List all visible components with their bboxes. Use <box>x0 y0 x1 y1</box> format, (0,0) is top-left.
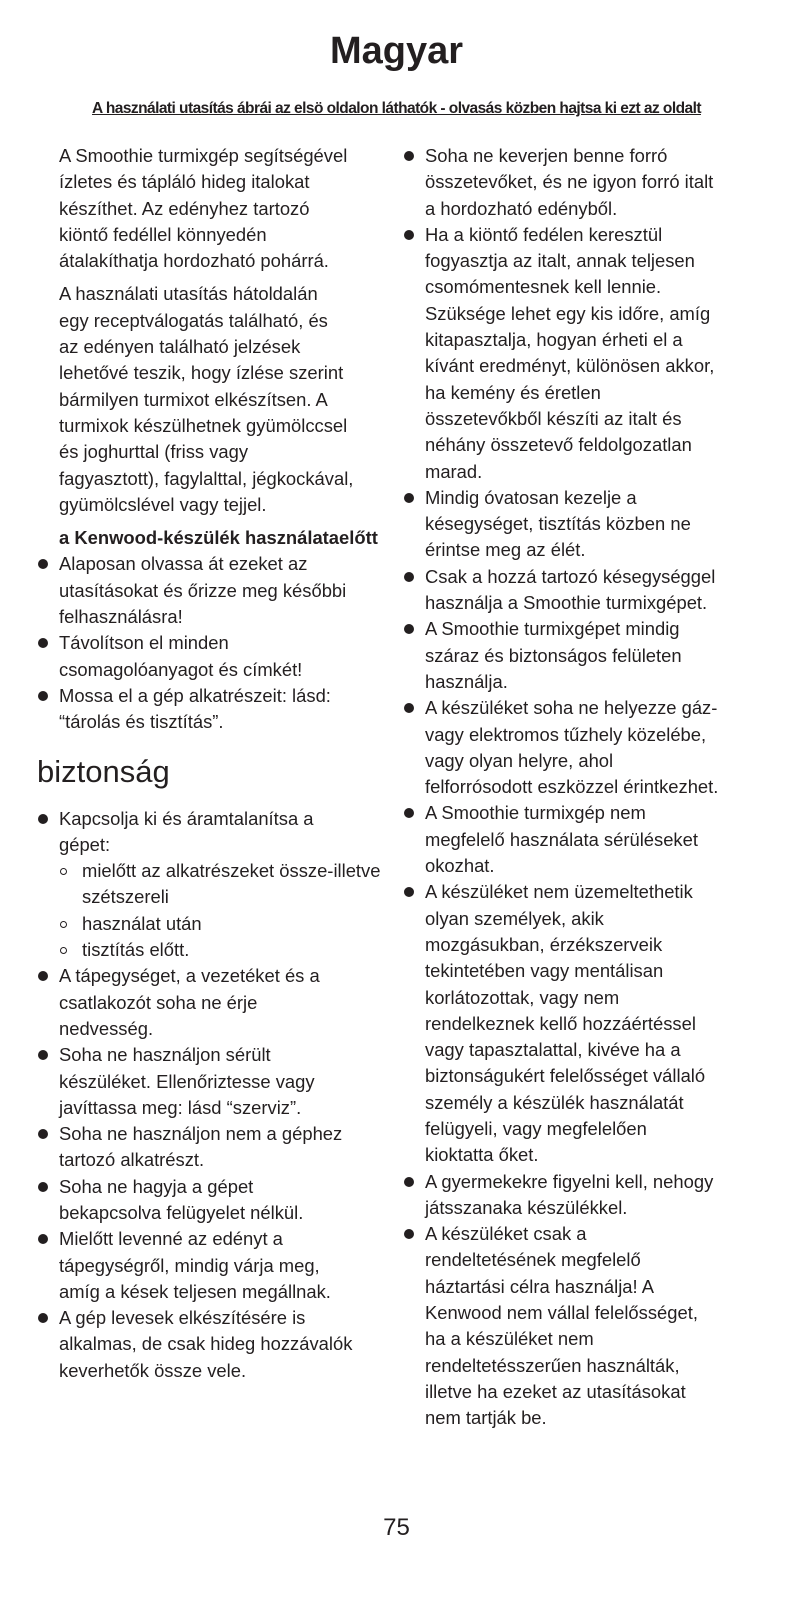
text-line: csatlakozót soha ne érje <box>59 991 258 1013</box>
text-line: Alaposan olvassa át ezeket az <box>59 553 308 575</box>
text-line: tekintetében vagy mentálisan <box>425 960 664 982</box>
text-line: illetve szétszereli <box>82 860 381 908</box>
text-line: mozgásukban, érzékszerveik <box>425 933 663 955</box>
text-line: készíthet. Az edényhez tartozó <box>59 197 310 219</box>
text-line: A készüléket nem üzemeltethetik <box>425 881 693 903</box>
bullet-icon <box>404 808 414 818</box>
safety-item <box>37 806 387 859</box>
intro-section <box>37 143 387 518</box>
text-line: Mindig óvatosan kezelje a <box>425 486 637 508</box>
text-line: Soha ne keverjen benne forró <box>425 145 668 166</box>
text-line: játsszanaka készülékkel. <box>425 1196 628 1218</box>
text-line: rendelkeznek kellő hozzáértéssel <box>425 1012 696 1034</box>
bullet-icon <box>38 638 48 648</box>
text-line: Soha ne használjon nem a géphez <box>59 1123 343 1145</box>
safety-item <box>37 1174 387 1227</box>
text-line: csomómentesnek kell lennie. <box>425 276 662 298</box>
text-line: amíg a kések teljesen megállnak. <box>59 1280 331 1302</box>
text-line: használja. <box>425 670 508 692</box>
before-use-item <box>37 630 387 683</box>
text-line: ha a készüléket nem <box>425 1328 594 1350</box>
text-line: érintse meg az élét. <box>425 539 586 561</box>
bullet-icon <box>38 691 48 701</box>
bullet-icon <box>38 1182 48 1192</box>
text-line: A gép levesek elkészítésére is <box>59 1307 306 1329</box>
text-line: mielőtt az alkatrészeket össze- <box>82 860 334 882</box>
text-line: biztonságukért felelősséget vállaló <box>425 1065 706 1087</box>
page-number: 75 <box>383 1514 410 1541</box>
text-line: fogyasztja az italt, annak teljesen <box>425 250 695 272</box>
text-line: A készüléket csak a <box>425 1223 587 1245</box>
right-column <box>403 143 763 1432</box>
text-line: nem tartják be. <box>425 1407 547 1429</box>
safety-list <box>37 806 387 1385</box>
text-line: ízletes és tápláló hideg italokat <box>59 171 310 193</box>
text-line: kitapasztalja, hogyan érheti el a <box>425 329 683 351</box>
text-line: rendeltetésszerűen használták, <box>425 1354 680 1376</box>
text-line: A Smoothie turmixgép segítségével <box>59 145 348 166</box>
text-line: a hordozható edényből. <box>425 197 618 219</box>
text-line: Mossa el a gép alkatrészeit: lásd: <box>59 684 331 706</box>
page-title: Magyar <box>329 30 464 72</box>
text-line: nedvesség. <box>59 1017 154 1039</box>
text-line: A gyermekekre figyelni kell, nehogy <box>425 1170 714 1192</box>
text-line: összetevőkből készíti az italt és <box>425 407 682 429</box>
text-line: vagy tapasztalattal, kivéve ha a <box>425 1039 681 1061</box>
text-line: bármilyen turmixot elkészítsen. A <box>59 388 328 410</box>
text-line: Kenwood nem vállal felelősséget, <box>425 1302 698 1324</box>
text-line: “tárolás és tisztítás”. <box>59 711 224 733</box>
intro-paragraph <box>59 143 387 274</box>
bullet-icon <box>38 1129 48 1139</box>
safety-item <box>37 1226 387 1305</box>
bullet-icon <box>38 1313 48 1323</box>
text-line: A tápegységet, a vezetéket és a <box>59 965 320 987</box>
text-line: tápegységről, mindig várja meg, <box>59 1254 320 1276</box>
safety-item <box>403 1221 763 1431</box>
text-line: Kapcsolja ki és áramtalanítsa a <box>59 807 314 829</box>
text-line: felhasználásra! <box>59 606 183 628</box>
intro-paragraph <box>59 281 387 518</box>
text-line: kiöntő fedéllel könnyedén <box>59 223 267 245</box>
text-line: utasításokat és őrizze meg későbbi <box>59 579 347 601</box>
text-line: Mielőtt levenné az edényt a <box>59 1228 283 1250</box>
fold-out-notice: A használati utasítás ábrái az elsö oldalon láthatók - olvasás közben hajtsa ki ezt az oldalt <box>92 100 701 117</box>
safety-item <box>403 800 763 879</box>
sub-list-item <box>37 911 387 937</box>
safety-item <box>403 1169 763 1222</box>
before-use-list <box>37 551 387 735</box>
safety-item <box>403 485 763 564</box>
text-line: ha kemény és éretlen <box>425 381 601 403</box>
text-line: átalakíthatja hordozható pohárrá. <box>59 250 329 272</box>
bullet-icon <box>38 559 48 569</box>
bullet-icon <box>404 230 414 240</box>
hollow-bullet-icon <box>60 868 67 875</box>
text-line: megfelelő használata sérüléseket <box>425 828 698 850</box>
text-line: tartozó alkatrészt. <box>59 1149 205 1171</box>
text-line: tisztítás előtt. <box>82 939 190 961</box>
bullet-icon <box>404 703 414 713</box>
text-line: összetevőket, és ne igyon forró italt <box>425 171 714 193</box>
text-line: a Kenwood-készülék használata <box>59 527 340 549</box>
text-line: száraz és biztonságos felületen <box>425 644 682 666</box>
text-line: kívánt eredményt, különösen akkor, <box>425 355 715 377</box>
safety-item <box>403 695 763 800</box>
text-line: turmixok készülhetnek gyümölccsel <box>59 414 348 436</box>
bullet-icon <box>404 572 414 582</box>
text-line: Soha ne használjon sérült <box>59 1044 271 1066</box>
text-line: egy receptválogatás található, és <box>59 309 328 331</box>
before-use-item <box>37 551 387 630</box>
safety-item <box>37 1305 387 1384</box>
bullet-icon <box>404 151 414 161</box>
left-column <box>37 143 387 1384</box>
text-line: néhány összetevő feldolgozatlan <box>425 434 692 456</box>
safety-item <box>403 222 763 485</box>
bullet-icon <box>404 624 414 634</box>
text-line: kioktatta őket. <box>425 1144 539 1166</box>
text-line: vagy elektromos tűzhely közelébe, <box>425 723 707 745</box>
bullet-icon <box>38 1050 48 1060</box>
hollow-bullet-icon <box>60 947 67 954</box>
hollow-bullet-icon <box>60 921 67 928</box>
sub-list-item <box>37 937 387 963</box>
text-line: bekapcsolva felügyelet nélkül. <box>59 1201 304 1223</box>
text-line: és joghurttal (friss vagy <box>59 441 249 463</box>
bullet-icon <box>38 1234 48 1244</box>
text-line: fagyasztott), fagylalttal, jégkockával, <box>59 467 354 489</box>
safety-list-continued <box>403 143 763 1432</box>
text-line: gyümölcslével vagy tejjel. <box>59 493 267 515</box>
text-line: használja a Smoothie turmixgépet. <box>425 592 708 614</box>
bullet-icon <box>404 887 414 897</box>
text-line: javíttassa meg: lásd “szerviz”. <box>59 1096 302 1118</box>
safety-heading: biztonság <box>37 753 170 789</box>
bullet-icon <box>38 814 48 824</box>
text-line: Távolítson el minden <box>59 632 229 654</box>
before-use-heading <box>59 525 387 551</box>
text-line: felügyeli, vagy megfelelően <box>425 1117 647 1139</box>
text-line: Szüksége lehet egy kis időre, amíg <box>425 302 711 324</box>
safety-item <box>37 1121 387 1174</box>
safety-item <box>403 879 763 1168</box>
text-line: alkalmas, de csak hideg hozzávalók <box>59 1333 353 1355</box>
bullet-icon <box>38 971 48 981</box>
text-line: vagy olyan helyre, ahol <box>425 749 614 771</box>
text-line: lehetővé teszik, hogy ízlése szerint <box>59 362 344 384</box>
text-line: A használati utasítás hátoldalán <box>59 283 318 305</box>
bullet-icon <box>404 1177 414 1187</box>
safety-item <box>403 616 763 695</box>
text-line: késegységet, tisztítás közben ne <box>425 513 691 535</box>
text-line: készüléket. Ellenőriztesse vagy <box>59 1070 315 1092</box>
text-line: háztartási célra használja! A <box>425 1275 654 1297</box>
text-line: rendeltetésének megfelelő <box>425 1249 641 1271</box>
text-line: keverhetők össze vele. <box>59 1359 247 1381</box>
text-line: Soha ne hagyja a gépet <box>59 1175 254 1197</box>
sub-list-item <box>37 858 387 911</box>
text-line: az edényen található jelzések <box>59 336 301 358</box>
text-line: okozhat. <box>425 855 495 877</box>
text-line: felforrósodott eszközzel érintkezhet. <box>425 776 719 798</box>
safety-item <box>403 143 763 222</box>
text-line: Csak a hozzá tartozó késegységgel <box>425 565 716 587</box>
safety-item <box>37 1042 387 1121</box>
safety-item <box>37 963 387 1042</box>
text-line: A Smoothie turmixgép nem <box>425 802 646 824</box>
text-line: illetve ha ezeket az utasításokat <box>425 1380 686 1402</box>
text-line: Ha a kiöntő fedélen keresztül <box>425 223 663 245</box>
bullet-icon <box>404 493 414 503</box>
text-line: gépet: <box>59 833 111 855</box>
text-line: korlátozottak, vagy nem <box>425 986 620 1008</box>
bullet-icon <box>404 1229 414 1239</box>
text-line: A készüléket soha ne helyezze gáz- <box>425 697 718 719</box>
safety-item <box>403 564 763 617</box>
text-line: olyan személyek, akik <box>425 907 604 929</box>
text-line: személy a készülék használatát <box>425 1091 684 1113</box>
text-line: előtt <box>339 527 378 549</box>
text-line: A Smoothie turmixgépet mindig <box>425 618 680 640</box>
text-line: marad. <box>425 460 483 482</box>
before-use-item <box>37 683 387 736</box>
text-line: csomagolóanyagot és címkét! <box>59 658 303 680</box>
text-line: használat után <box>82 912 202 934</box>
